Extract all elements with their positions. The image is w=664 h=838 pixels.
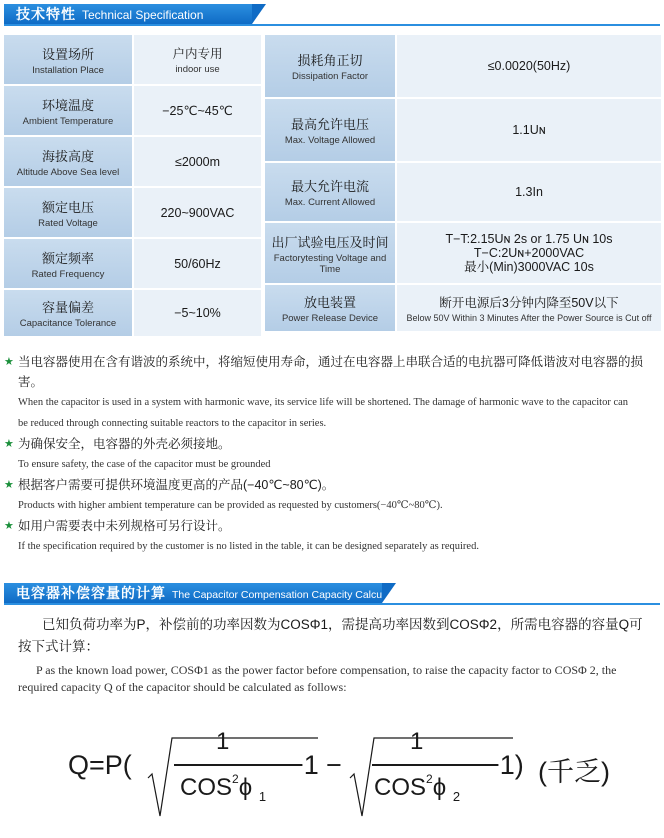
section-title-en: The Capacitor Compensation Capacity Calculation Formula xyxy=(172,589,449,601)
capacity-formula xyxy=(68,728,628,828)
spec-row xyxy=(4,86,261,135)
star-icon: ★ xyxy=(4,438,14,450)
spec-value: −25℃~45℃ xyxy=(134,86,261,135)
minus-one-2: −1) xyxy=(484,750,524,780)
spec-row xyxy=(265,35,661,97)
note-item: ★ 根据客户需要可提供环境温度更高的产品(−40℃~80℃)。 xyxy=(4,475,660,495)
note-en-line: If the specification required by the customer is no listed in the table, it can be designed separately as required. xyxy=(18,541,479,552)
spec-label: 设置场所 Installation Place xyxy=(4,35,132,84)
note-en-line: When the capacitor is used in a system with harmonic wave, its service life will be shortened. The damage of harmonic wave to the capacitor can xyxy=(18,397,629,408)
spec-label: 额定电压 Rated Voltage xyxy=(4,188,132,237)
numerator-2: 1 xyxy=(410,728,424,755)
spec-row xyxy=(265,99,661,161)
spec-label: 容量偏差 Capacitance Tolerance xyxy=(4,290,132,336)
note-en-line: be reduced through connecting suitable reactors to the capacitor in series. xyxy=(18,418,327,429)
spec-row xyxy=(4,137,261,186)
spec-row xyxy=(265,285,661,331)
section-title-zh: 技术特性 xyxy=(16,6,76,22)
section-title-en: Technical Specification xyxy=(82,8,204,22)
spec-row xyxy=(4,290,261,336)
formula-description-en: P as the known load power, COSΦ1 as the power factor before compensation, to raise the capacity factor to COSΦ 2, the required capacity Q of the capacitor should be calculated as follows: xyxy=(18,663,617,694)
fraction-bar-2 xyxy=(372,764,498,766)
spec-label: 额定频率 Rated Frequency xyxy=(4,239,132,288)
note-item: ★ 如用户需要表中未列规格可另行设计。 xyxy=(4,516,660,536)
spec-value: 1.3In xyxy=(397,163,661,221)
formula-minus: − xyxy=(326,750,342,780)
spec-value: ≤2000m xyxy=(134,137,261,186)
notes-list xyxy=(4,352,660,557)
star-icon: ★ xyxy=(4,520,14,532)
formula-description-zh: 已知负荷功率为P，补偿前的功率因数为COSΦ1，需提高功率因数到COSΦ2，所需电容器的容量Q可按下式计算： xyxy=(18,617,643,654)
spec-row xyxy=(4,35,261,84)
spec-value: ≤0.0020(50Hz) xyxy=(397,35,661,97)
formula-lhs: Q=P( xyxy=(68,750,132,780)
spec-label: 环境温度 Ambient Temperature xyxy=(4,86,132,135)
denominator-1: COS$^2$ϕ $_1$ xyxy=(180,772,267,804)
section-rule xyxy=(4,603,660,605)
spec-value: T−T:2.15Uɴ 2s or 1.75 Uɴ 10s T−C:2Uɴ+2000VAC 最小(Min)3000VAC 10s xyxy=(397,223,661,283)
spec-label: 最高允许电压 Max. Voltage Allowed xyxy=(265,99,395,161)
spec-label: 最大允许电流 Max. Current Allowed xyxy=(265,163,395,221)
star-icon: ★ xyxy=(4,356,14,368)
section-rule xyxy=(4,24,660,26)
star-icon: ★ xyxy=(4,479,14,491)
numerator-1: 1 xyxy=(216,728,230,755)
section-banner-capacity-calculation xyxy=(0,583,664,605)
spec-row xyxy=(265,163,661,221)
spec-row xyxy=(4,239,261,288)
section-tab xyxy=(4,4,252,24)
spec-value: 户内专用 indoor use xyxy=(134,35,261,84)
section-title-zh: 电容器补偿容量的计算 xyxy=(16,585,166,601)
spec-row xyxy=(4,188,261,237)
spec-label: 损耗角正切 Dissipation Factor xyxy=(265,35,395,97)
spec-value: 220~900VAC xyxy=(134,188,261,237)
spec-label: 出厂试验电压及时间 Factorytesting Voltage and Time xyxy=(265,223,395,283)
note-en-line: Products with higher ambient temperature can be provided as requested by customers(−40℃~80℃). xyxy=(18,500,443,511)
spec-label: 海拔高度 Altitude Above Sea level xyxy=(4,137,132,186)
section-banner-technical-specification xyxy=(0,4,664,26)
spec-value: 50/60Hz xyxy=(134,239,261,288)
denominator-2: COS$^2$ϕ $_2$ xyxy=(374,772,461,804)
spec-value: −5~10% xyxy=(134,290,261,336)
formula-unit: (千乏) xyxy=(538,757,610,787)
spec-value: 断开电源后3分钟内降至50V以下 Below 50V Within 3 Minutes After the Power Source is Cut off xyxy=(397,285,661,331)
spec-table-left xyxy=(4,35,261,338)
note-item: ★ 当电容器使用在含有谐波的系统中，将缩短使用寿命，通过在电容器上串联合适的电抗器可降低谐波对电容器的损害。 xyxy=(4,352,660,392)
spec-table-right xyxy=(265,35,661,333)
note-item: ★ 为确保安全，电容器的外壳必须接地。 xyxy=(4,434,660,454)
spec-label: 放电装置 Power Release Device xyxy=(265,285,395,331)
note-en-line: To ensure safety, the case of the capacitor must be grounded xyxy=(18,459,271,470)
section-tab xyxy=(4,583,449,603)
spec-row xyxy=(265,223,661,283)
fraction-bar-1 xyxy=(174,764,302,766)
spec-value: 1.1Uɴ xyxy=(397,99,661,161)
minus-one-1: −1 xyxy=(288,750,319,780)
